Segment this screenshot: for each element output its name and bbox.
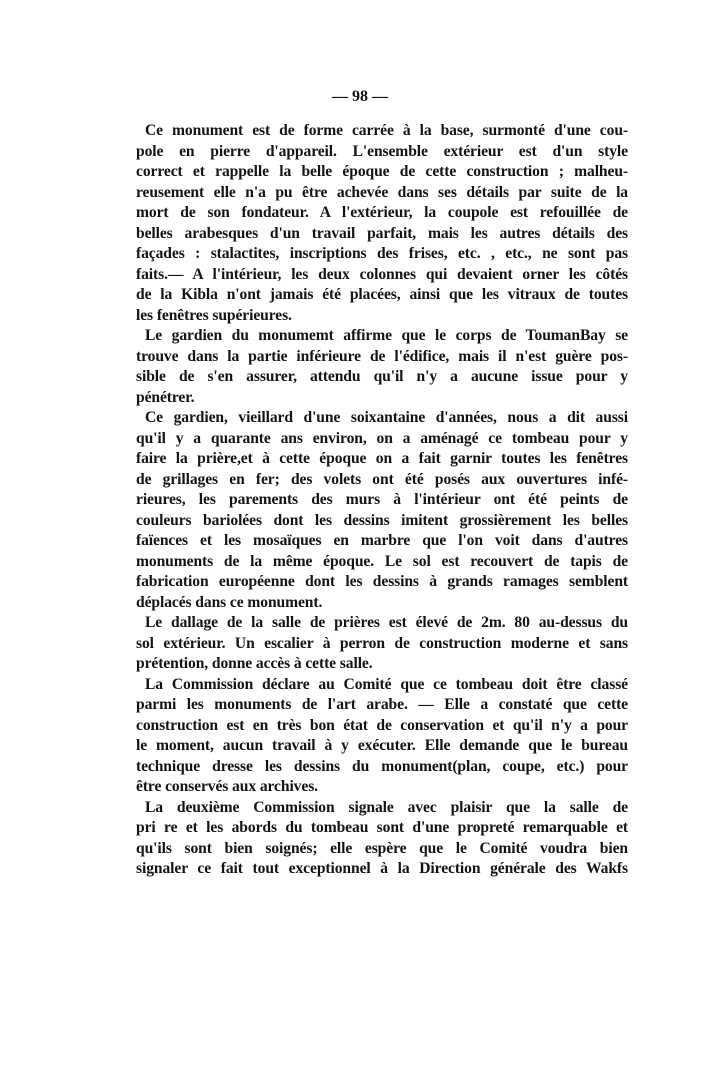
- text-line: qu'il y a quarante ans environ, on a aménagé ce tombeau pour y: [136, 429, 628, 447]
- text-line: parmi les monuments de l'art arabe. — Elle a constaté que cette: [136, 696, 628, 713]
- text-line: correct et rappelle la belle époque de cette construction ; malheu-: [136, 163, 628, 180]
- text-line: sible de s'en assurer, attendu qu'il n'y a aucune issue pour y: [136, 368, 628, 385]
- text-line: façades : stalactites, inscriptions des frises, etc. , etc., ne sont pas: [136, 245, 628, 262]
- text-line: couleurs bariolées dont les dessins imitent grossièrement les belles: [136, 511, 628, 529]
- text-line: technique dresse les dessins du monument(plan, coupe, etc.) pour: [136, 757, 628, 775]
- text-line: monuments de la même époque. Le sol est recouvert de tapis de: [136, 552, 628, 570]
- page-number: — 98 —: [332, 88, 388, 105]
- text-line: Ce gardien, vieillard d'une soixantaine d'années, nous a dit aussi: [145, 409, 628, 426]
- paragraph: [136, 408, 628, 613]
- text-line: de la Kibla n'ont jamais été placées, ainsi que les vitraux de toutes: [136, 286, 628, 303]
- text-line: reusement elle n'a pu être achevée dans ses détails par suite de la: [136, 183, 628, 201]
- text-line: sol extérieur. Un escalier à perron de construction moderne et sans: [136, 634, 628, 652]
- text-line: La deuxième Commission signale avec plaisir que la salle de: [145, 798, 628, 816]
- text-line: les fenêtres supérieures.: [136, 306, 292, 324]
- text-line: mort de son fondateur. A l'extérieur, la coupole est refouillée de: [136, 204, 628, 221]
- text-line: pri re et les abords du tombeau sont d'une propreté remarquable et: [136, 819, 628, 836]
- body-text: [136, 121, 628, 880]
- paragraph: [136, 675, 628, 798]
- text-line: déplacés dans ce monument.: [136, 593, 323, 611]
- text-line: trouve dans la partie inférieure de l'édifice, mais il n'est guère pos-: [136, 347, 628, 365]
- text-line: le moment, aucun travail à y exécuter. Elle demande que le bureau: [136, 737, 628, 754]
- paragraph: [136, 613, 628, 675]
- text-line: belles arabesques d'un travail parfait, mais les autres détails des: [136, 224, 628, 242]
- text-line: être conservés aux archives.: [136, 778, 318, 795]
- text-line: de grillages en fer; des volets ont été posés aux ouvertures infé-: [136, 470, 628, 488]
- text-line: pénétrer.: [136, 388, 195, 406]
- paragraph: [136, 121, 628, 326]
- text-line: faire la prière,et à cette époque on a fait garnir toutes les fenêtres: [136, 450, 628, 467]
- text-line: fabrication européenne dont les dessins à grands ramages semblent: [136, 573, 628, 590]
- text-line: qu'ils sont bien soignés; elle espère que le Comité voudra bien: [136, 839, 628, 857]
- paragraph: [136, 798, 628, 880]
- text-line: prétention, donne accès à cette salle.: [136, 655, 373, 672]
- text-line: Ce monument est de forme carrée à la base, surmonté d'une cou-: [145, 122, 628, 139]
- text-line: construction est en très bon état de conservation et qu'il n'y a pour: [136, 716, 628, 734]
- text-line: signaler ce fait tout exceptionnel à la Direction générale des Wakfs: [136, 860, 628, 877]
- text-line: La Commission déclare au Comité que ce tombeau doit être classé: [145, 675, 628, 693]
- paragraph: [136, 326, 628, 408]
- text-line: Le gardien du monumemt affirme que le corps de ToumanBay se: [145, 327, 628, 344]
- text-line: faits.— A l'intérieur, les deux colonnes qui devaient orner les côtés: [136, 265, 628, 283]
- text-line: faïences et les mosaïques en marbre que l'on voit dans d'autres: [136, 532, 628, 549]
- text-line: pole en pierre d'appareil. L'ensemble extérieur est d'un style: [136, 142, 628, 160]
- text-line: rieures, les parements des murs à l'intérieur ont été peints de: [136, 491, 628, 508]
- text-line: Le dallage de la salle de prières est élevé de 2m. 80 au-dessus du: [145, 614, 628, 631]
